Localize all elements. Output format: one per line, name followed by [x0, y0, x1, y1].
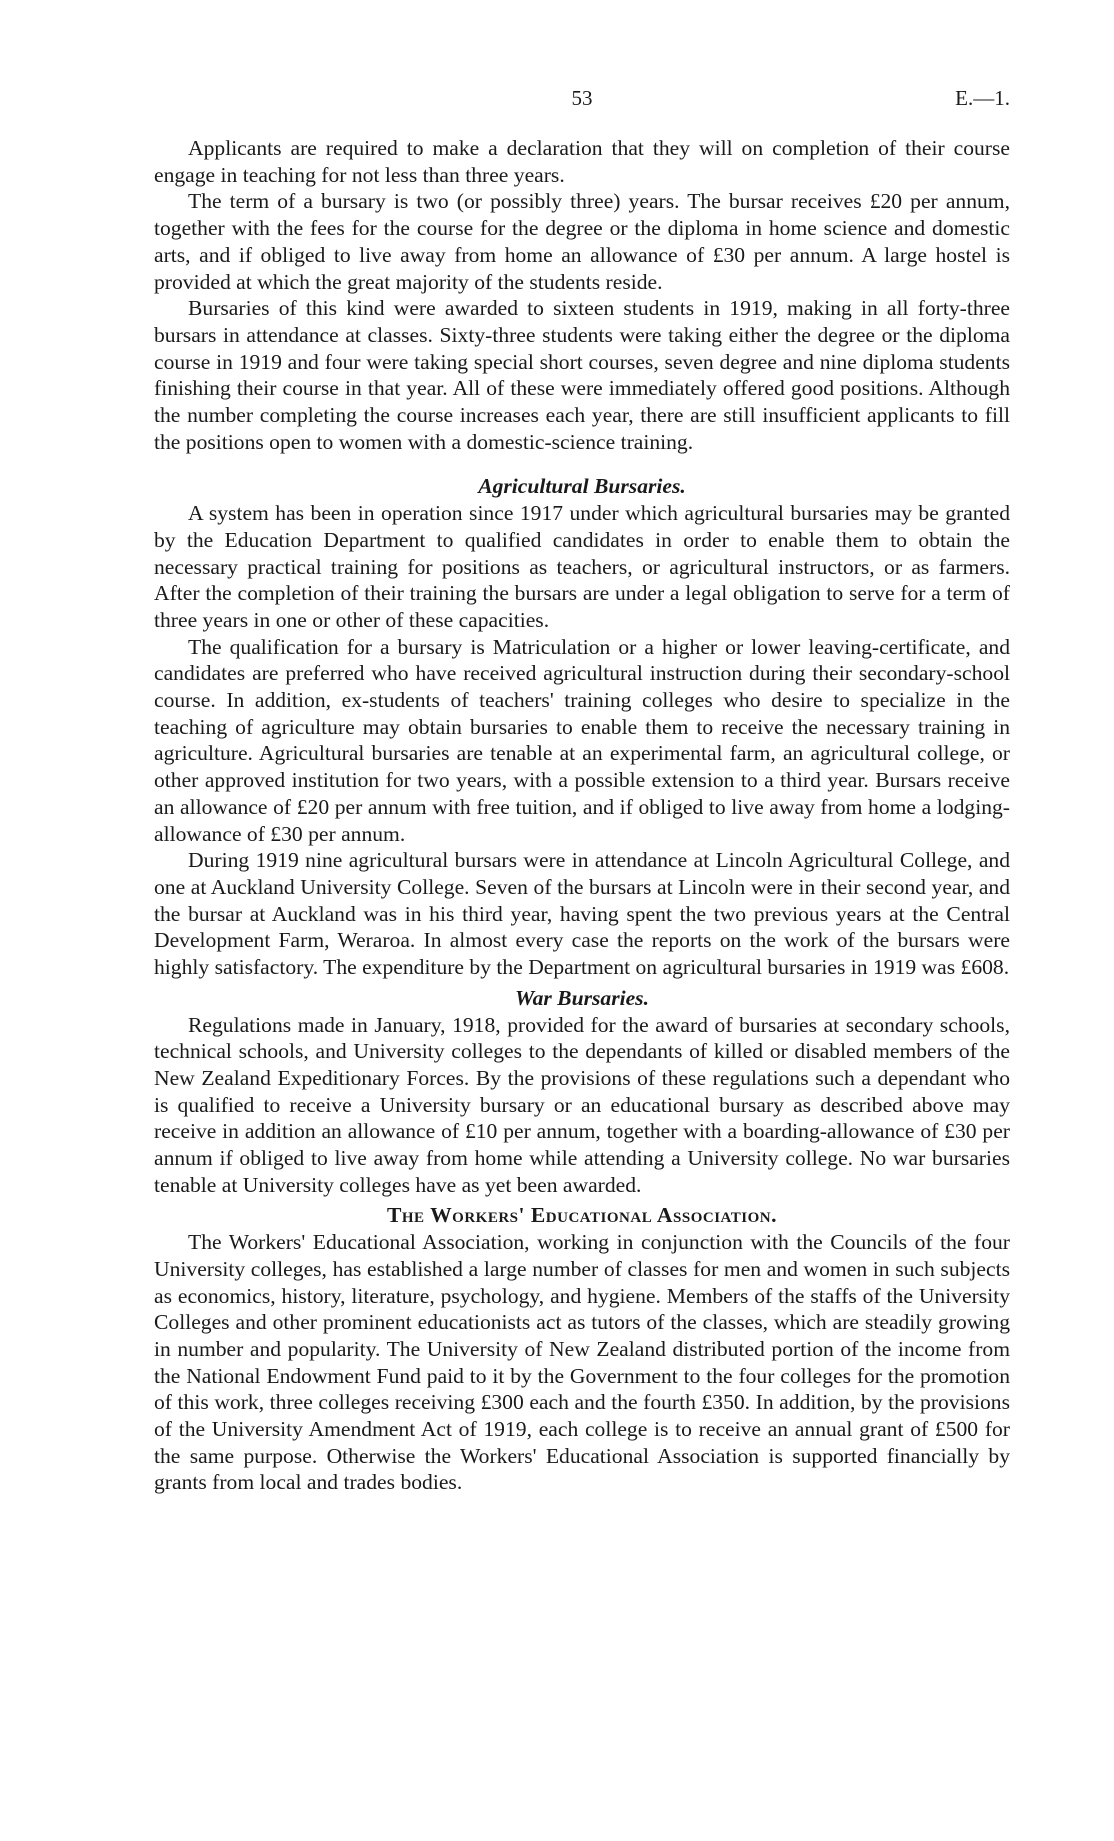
- wea-paragraph-1: The Workers' Educational Association, working in conjunction with the Councils of the four University colleges, has established a large number of classes for men and women in such subjects as economics, history, literature, psychology, and hygiene. Members of the staffs of the University Colleges and other prominent educationists act as tutors of the classes, which are steadily growing in number and popularity. The University of New Zealand distributed portion of the income from the National Endowment Fund paid to it by the Government to the four colleges for the promotion of this work, three colleges receiving £300 each and the fourth £350. In addition, by the provisions of the University Amendment Act of 1919, each college is to receive an annual grant of £500 for the same purpose. Otherwise the Workers' Educational Association is supported financially by grants from local and trades bodies.: [154, 1230, 1010, 1495]
- page-header: [154, 86, 1010, 116]
- war-bursaries-heading: War Bursaries.: [514, 985, 649, 1010]
- series-code: E.—1.: [955, 86, 1010, 110]
- war-paragraph-1: Regulations made in January, 1918, provided for the award of bursaries at secondary schools, technical schools, and University colleges to the dependants of killed or disabled members of the New Zealand Expeditionary Forces. By the provisions of these regulations such a dependant who is qualified to receive a University bursary or an educational bursary as described above may receive in addition an allowance of £10 per annum, together with a boarding-allowance of £30 per annum if obliged to live away from home while attending a University college. No war bursaries tenable at University colleges have as yet been awarded.: [154, 1012, 1010, 1197]
- intro-paragraph-2: The term of a bursary is two (or possibly three) years. The bursar receives £20 per annum, together with the fees for the course for the degree or the diploma in home science and domestic arts, and if obliged to live away from home an allowance of £30 per annum. A large hostel is provided at which the great majority of the students reside.: [154, 189, 1010, 294]
- agricultural-paragraph-1: A system has been in operation since 1917 under which agricultural bursaries may be granted by the Education Department to qualified candidates in order to enable them to obtain the necessary practical training for positions as teachers, or agricultural instructors, or as farmers. After the completion of their training the bursars are under a legal obligation to serve for a term of three years in one or other of these capacities.: [154, 501, 1010, 632]
- page-number: 53: [571, 86, 593, 110]
- body-text: [154, 135, 1010, 1496]
- agricultural-paragraph-3: During 1919 nine agricultural bursars were in attendance at Lincoln Agricultural College, and one at Auckland University College. Seven of the bursars at Lincoln were in their second year, and the bursar at Auckland was in his third year, having spent the two previous years at the Central Development Farm, Weraroa. In almost every case the reports on the work of the bursars were highly satisfactory. The expenditure by the Department on agricultural bursaries in 1919 was £608.: [154, 848, 1010, 980]
- agricultural-bursaries-heading: Agricultural Bursaries.: [478, 474, 686, 499]
- intro-paragraph-3: Bursaries of this kind were awarded to sixteen students in 1919, making in all forty-three bursars in attendance at classes. Sixty-three students were taking either the degree or the diploma course in 1919 and four were taking special short courses, seven degree and nine diploma students finishing their course in that year. All of these were immediately offered good positions. Although the number completing the course increases each year, there are still insufficient applicants to fill the positions open to women with a domestic-science training.: [154, 296, 1010, 454]
- agricultural-paragraph-2: The qualification for a bursary is Matriculation or a higher or lower leaving-certificate, and candidates are preferred who have received agricultural instruction during their secondary-school course. In addition, ex-students of teachers' training colleges who desire to specialize in the teaching of agriculture may obtain bursaries to enable them to receive the necessary training in agriculture. Agricultural bursaries are tenable at an experimental farm, an agricultural college, or other approved institution for two years, with a possible extension to a third year. Bursars receive an allowance of £20 per annum with free tuition, and if obliged to live away from home a lodging-allowance of £30 per annum.: [154, 634, 1010, 846]
- wea-heading: The Workers' Educational Association.: [386, 1203, 777, 1228]
- intro-paragraph-1: Applicants are required to make a declaration that they will on completion of their course engage in teaching for not less than three years.: [154, 136, 1010, 187]
